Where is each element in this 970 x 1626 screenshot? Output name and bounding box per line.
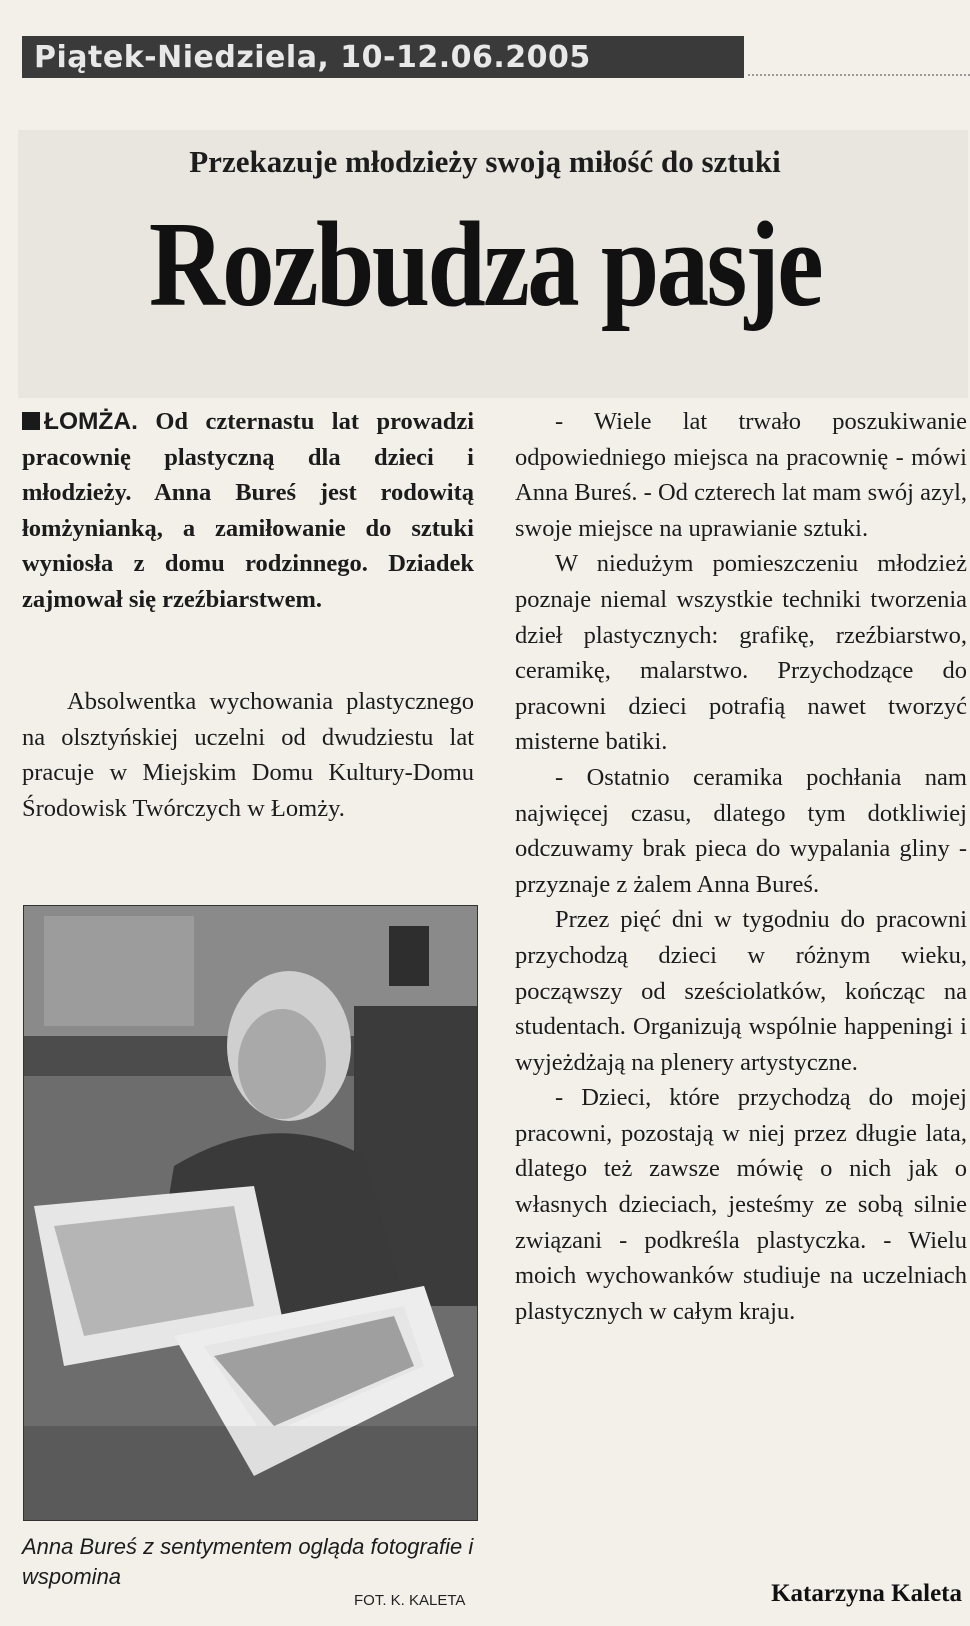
right-paragraph-3: - Ostatnio ceramika pochłania nam najwięcej czasu, dlatego tym dotkliwiej odczuwamy brak pieca do wypalania gliny - przyznaje z żalem Anna Bureś. — [515, 763, 967, 898]
right-paragraph-5: - Dzieci, które przychodzą do mojej pracowni, pozostają w niej przez długie lata, dlatego też zawsze mówię o nich jak o własnych dzieciach, jesteśmy ze sobą silnie związani - podkreśla plastyczka. - Wielu moich wychowanków studiuje na uczelniach plastycznych w całym kraju. — [515, 1084, 967, 1325]
left-paragraph: Absolwentka wychowania plastycznego na olsztyńskiej uczelni od dwudziestu lat pracuje w Miejskim Domu Kultury-Domu Środowisk Twórczych w Łomży. — [22, 688, 474, 822]
dateline-city: ŁOMŻA. — [44, 408, 138, 435]
date-banner — [22, 36, 744, 78]
photo-credit: FOT. K. KALETA — [354, 1592, 466, 1609]
article-photo — [23, 905, 478, 1521]
photo-illustration — [24, 906, 477, 1520]
lead-text: Od czternastu lat prowadzi pracownię plastyczną dla dzieci i młodzieży. Anna Bureś jest rodowitą łomżynianką, a zamiłowanie do sztuki wyniosła z domu rodzinnego. Dziadek zajmował się rzeźbiarstwem. — [22, 408, 475, 613]
photo-caption: Anna Bureś z sentymentem ogląda fotografie i wspomina — [22, 1534, 474, 1589]
date-rule — [748, 74, 970, 80]
right-column — [515, 404, 967, 1329]
date-line: Piątek-Niedziela, 10-12.06.2005 — [34, 39, 591, 75]
right-paragraph-1: - Wiele lat trwało poszukiwanie odpowiedniego miejsca na pracownię - mówi Anna Bureś. - Od czterech lat mam swój azyl, swoje miejsce na uprawianie sztuki. — [515, 408, 967, 542]
right-paragraph-4: Przez pięć dni w tygodniu do pracowni przychodzą dzieci w różnym wieku, począwszy od sześciolatków, kończąc na studentach. Organizują wspólnie happeningi i wyjeżdżają na plenery artystyczne. — [515, 906, 967, 1076]
author-byline: Katarzyna Kaleta — [771, 1580, 962, 1607]
headline: Rozbudza pasje — [148, 197, 822, 332]
bullet-square-icon — [22, 412, 40, 430]
right-paragraph-2: W niedużym pomieszczeniu młodzież poznaje niemal wszystkie techniki tworzenia dzieł plastycznych: grafikę, rzeźbiarstwo, ceramikę, malarstwo. Przychodzące do pracowni dzieci potrafią nawet tworzyć misterne batiki. — [515, 550, 967, 756]
lead-paragraph — [22, 404, 474, 617]
kicker: Przekazuje młodzieży swoją miłość do sztuki — [189, 144, 781, 179]
